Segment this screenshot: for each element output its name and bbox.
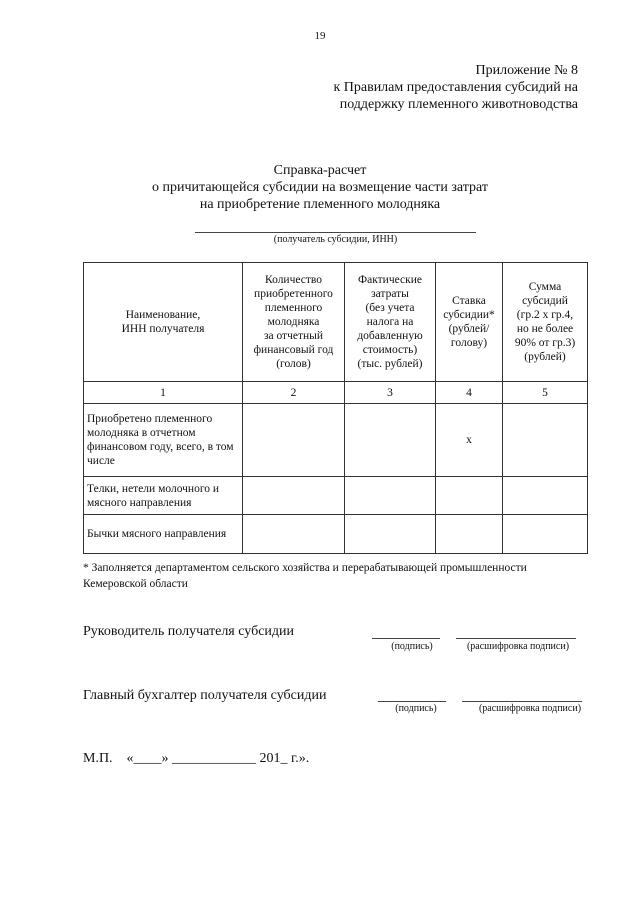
table-cell[interactable] [436,477,503,515]
table-cell[interactable] [503,477,588,515]
signature-label-accountant: Главный бухгалтер получателя субсидии [83,688,327,703]
appendix-heading [333,62,578,113]
header-cell-5: Сумма субсидий (гр.2 х гр.4, но не более 90% от гр.3) (рублей) [503,263,588,382]
table-cell[interactable] [345,515,436,554]
stamp-date-line: М.П. «____» ____________ 201_ г.». [83,751,310,766]
column-number: 1 [84,382,243,404]
table-cell[interactable] [503,404,588,477]
column-number-row [84,382,588,404]
header-cell-2: Количество приобретенного племенного молодняка за отчетный финансовый год (голов) [243,263,345,382]
document-title [0,162,640,213]
table-cell[interactable] [243,477,345,515]
recipient-fill-line[interactable] [195,232,476,233]
title-line-3: на приобретение племенного молодняка [199,197,441,212]
decode-line-accountant[interactable] [462,701,582,702]
table-cell: х [436,404,503,477]
table-cell[interactable] [345,477,436,515]
column-number: 2 [243,382,345,404]
row-label: Приобретено племенного молодняка в отчетном финансовом году, всего, в том числе [84,404,243,477]
table-row [84,404,588,477]
column-number: 3 [345,382,436,404]
signature-caption: (подпись) [395,703,437,714]
table-cell[interactable] [243,515,345,554]
title-line-2: о причитающейся субсидии на возмещение части затрат [152,180,488,195]
table-cell[interactable] [243,404,345,477]
header-cell-3: Фактические затраты (без учета налога на добавленную стоимость) (тыс. рублей) [345,263,436,382]
title-line-1: Справка-расчет [273,163,367,178]
table-cell[interactable] [503,515,588,554]
appendix-line-1: Приложение № 8 [475,63,578,78]
row-label: Телки, нетели молочного и мясного направления [84,477,243,515]
appendix-line-2: к Правилам предоставления субсидий на [333,80,578,95]
appendix-line-3: поддержку племенного животноводства [339,97,578,112]
header-cell-4: Ставка субсидии* (рублей/ голову) [436,263,503,382]
calculation-table [83,262,588,554]
recipient-caption: (получатель субсидии, ИНН) [273,234,398,245]
table-cell[interactable] [345,404,436,477]
table-cell[interactable] [436,515,503,554]
signature-line-head[interactable] [372,638,440,639]
column-number: 5 [503,382,588,404]
signature-label-head: Руководитель получателя субсидии [83,624,295,639]
page-number: 19 [314,30,326,42]
table-row [84,477,588,515]
decode-caption: (расшифровка подписи) [466,641,570,652]
footnote: * Заполняется департаментом сельского хозяйства и перерабатывающей промышленности Кемеровской области [83,562,527,590]
row-label: Бычки мясного направления [84,515,243,554]
decode-line-head[interactable] [456,638,576,639]
decode-caption: (расшифровка подписи) [478,703,582,714]
table-row [84,515,588,554]
column-number: 4 [436,382,503,404]
table-header-row [84,263,588,382]
signature-line-accountant[interactable] [378,701,446,702]
header-cell-1: Наименование, ИНН получателя [84,263,243,382]
signature-caption: (подпись) [391,641,433,652]
